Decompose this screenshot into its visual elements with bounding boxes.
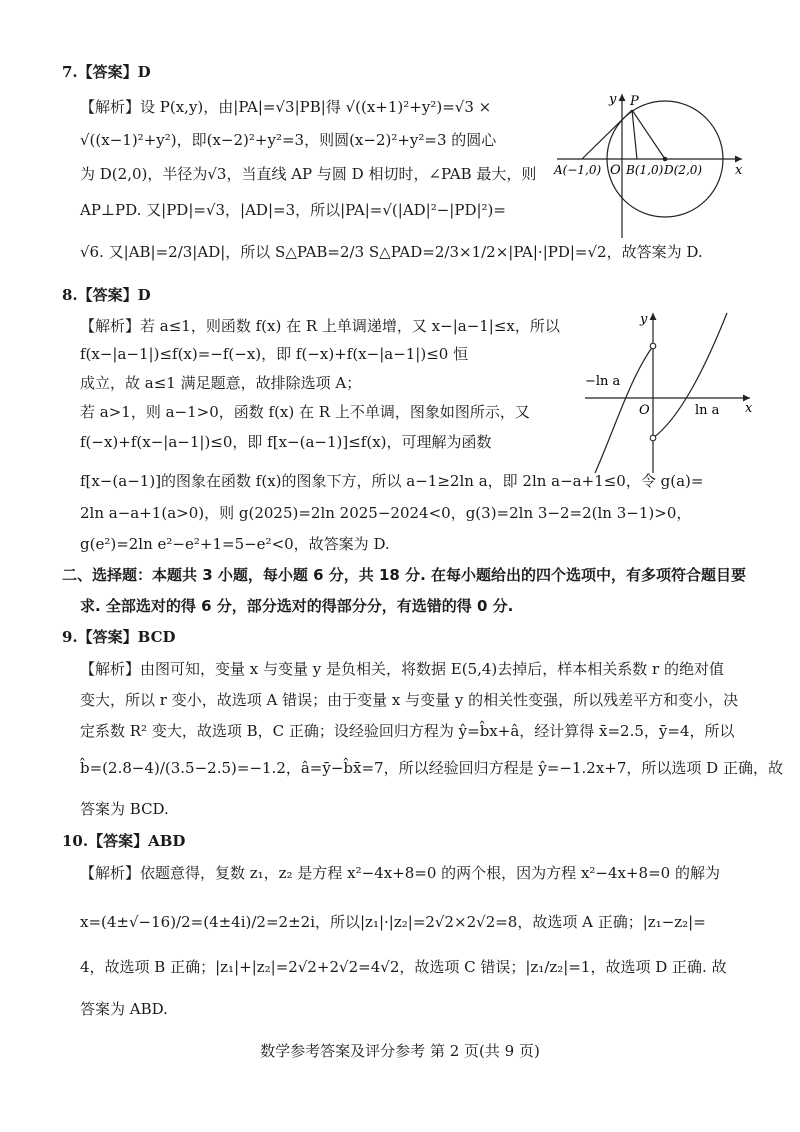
q7-label-b: B(1,0) — [626, 163, 664, 177]
q7-circle-figure — [552, 88, 752, 248]
q10-line-4: 答案为 ABD. — [80, 1000, 168, 1018]
q8-answer: 8.【答案】D — [62, 286, 151, 304]
q10-answer: 10.【答案】ABD — [62, 832, 186, 850]
q7-answer: 7.【答案】D — [62, 63, 151, 81]
q9-line-2: 变大，所以 r 变小，故选项 A 错误；由于变量 x 与变量 y 的相关性变强，所以残差平方和变小，决 — [80, 691, 739, 709]
q7-segment-pd — [632, 110, 665, 159]
q8-line-8: g(e²)=2ln e²−e²+1=5−e²<0，故答案为 D. — [80, 535, 390, 553]
q8-line-7: 2ln a−a+1(a>0)，则 g(2025)=2ln 2025−2024<0，g(3)=2ln 3−2=2(ln 3−1)>0， — [80, 504, 692, 522]
q8-line-1: 【解析】若 a≤1，则函数 f(x) 在 R 上单调递增，又 x−|a−1|≤x，所以 — [80, 317, 560, 335]
q8-open-dot-upper — [650, 343, 656, 349]
q7-label-d: D(2,0) — [664, 163, 703, 177]
q8-function-figure — [575, 308, 755, 478]
q8-label-neg-ln-a: −ln a — [585, 374, 621, 389]
q8-open-dot-lower — [650, 435, 656, 441]
q10-line-2: x=(4±√−16)/2=(4±4i)/2=2±2i，所以|z₁|·|z₂|=2√2×2√2=8，故选项 A 正确；|z₁−z₂|= — [80, 913, 706, 931]
page-footer: 数学参考答案及评分参考 第 2 页(共 9 页) — [260, 1042, 540, 1060]
q8-label-o: O — [639, 403, 650, 418]
q8-line-4: 若 a>1，则 a−1>0，函数 f(x) 在 R 上不单调，图象如图所示，又 — [80, 403, 530, 421]
q8-line-3: 成立，故 a≤1 满足题意，故排除选项 A； — [80, 374, 362, 392]
q7-label-y: y — [609, 92, 617, 107]
q9-line-1: 【解析】由图可知，变量 x 与变量 y 是负相关，将数据 E(5,4)去掉后，样本相关系数 r 的绝对值 — [80, 660, 724, 678]
q7-line-5: √6. 又|AB|=2/3|AD|，所以 S△PAB=2/3 S△PAD=2/3×1/2×|PA|·|PD|=√2，故答案为 D. — [80, 243, 703, 261]
q7-label-a: A(−1,0) — [554, 163, 602, 177]
section2-heading-2: 求. 全部选对的得 6 分，部分选对的得部分分，有选错的得 0 分. — [80, 597, 514, 615]
q8-line-2: f(x−|a−1|)≤f(x)=−f(−x)，即 f(−x)+f(x−|a−1|)≤0 恒 — [80, 345, 469, 363]
q7-label-o: O — [610, 163, 621, 178]
q9-line-5: 答案为 BCD. — [80, 800, 169, 818]
q9-line-3: 定系数 R² 变大，故选项 B，C 正确；设经验回归方程为 ŷ=b̂x+â，经计算得 x̄=2.5，ȳ=4，所以 — [80, 722, 735, 740]
q7-line-1: 【解析】设 P(x,y)，由|PA|=√3|PB|得 √((x+1)²+y²)=√3 × — [80, 98, 492, 116]
q8-label-x: x — [745, 401, 753, 416]
q8-line-6: f[x−(a−1)]的图象在函数 f(x)的图象下方，所以 a−1≥2ln a，即 2ln a−a+1≤0，令 g(a)= — [80, 472, 704, 490]
q8-label-ln-a: ln a — [695, 403, 720, 418]
q7-line-4: AP⊥PD. 又|PD|=√3，|AD|=3，所以|PA|=√(|AD|²−|PD|²)= — [80, 201, 506, 219]
q8-label-y: y — [640, 312, 648, 327]
section2-heading-1: 二、选择题：本题共 3 小题，每小题 6 分，共 18 分. 在每小题给出的四个选项中，有多项符合题目要 — [62, 566, 747, 584]
q7-center-dot — [663, 157, 668, 162]
q7-label-x: x — [735, 163, 743, 178]
q8-line-5: f(−x)+f(x−|a−1|)≤0，即 f[x−(a−1)]≤f(x)，可理解为函数 — [80, 433, 492, 451]
q7-line-2: √((x−1)²+y²)，即(x−2)²+y²=3，则圆(x−2)²+y²=3 的圆心 — [80, 131, 497, 149]
q9-answer: 9.【答案】BCD — [62, 628, 176, 646]
q7-label-p: P — [630, 94, 639, 109]
q9-line-4: b̂=(2.8−4)/(3.5−2.5)=−1.2，â=ȳ−b̂x̄=7，所以经验回归方程是 ŷ=−1.2x+7，所以选项 D 正确，故 — [80, 759, 783, 777]
q10-line-3: 4，故选项 B 正确；|z₁|+|z₂|=2√2+2√2=4√2，故选项 C 错误；|z₁/z₂|=1，故选项 D 正确. 故 — [80, 958, 727, 976]
q8-curve-right — [653, 313, 727, 438]
q10-line-1: 【解析】依题意得，复数 z₁，z₂ 是方程 x²−4x+8=0 的两个根，因为方程 x²−4x+8=0 的解为 — [80, 864, 720, 882]
q7-line-3: 为 D(2,0)，半径为√3，当直线 AP 与圆 D 相切时，∠PAB 最大，则 — [80, 165, 537, 183]
